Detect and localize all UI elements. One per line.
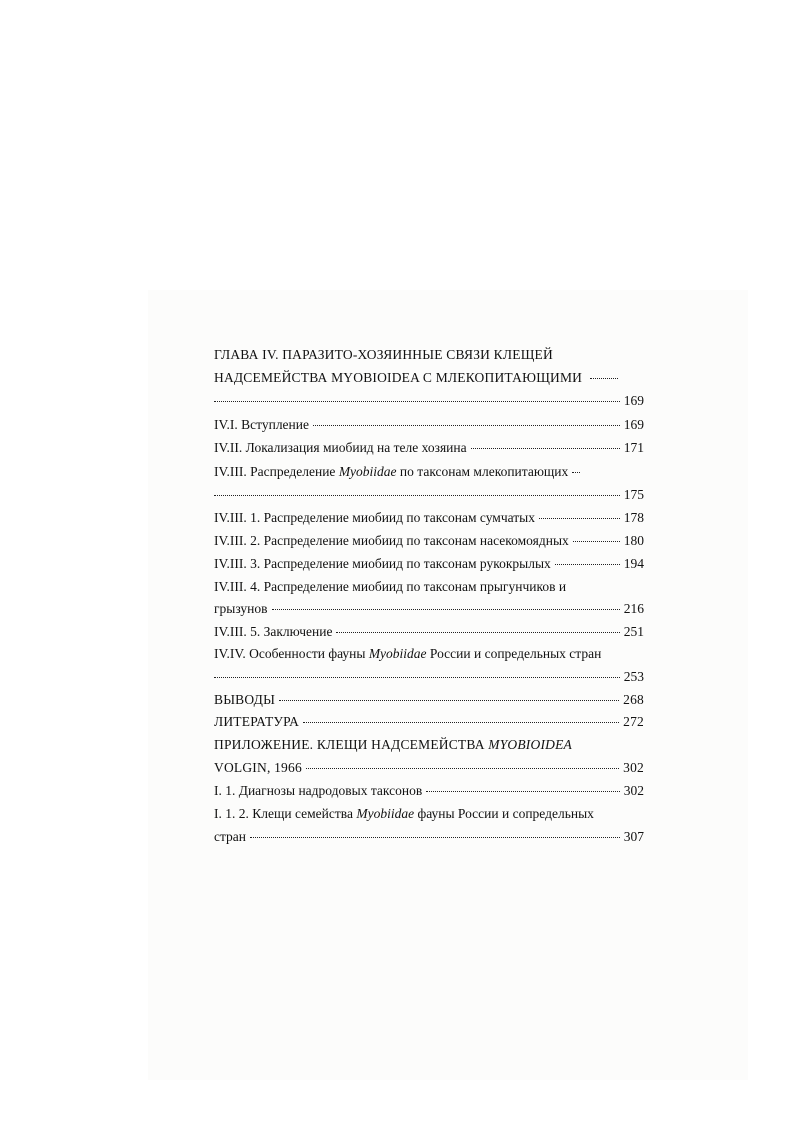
toc-entry: IV.III. 4. Распределение миобиид по таксонам прыгунчиков и <box>214 579 567 594</box>
leader-dots <box>279 700 619 701</box>
leader-dots <box>250 837 620 838</box>
toc-chapter4-page-line: 169 <box>214 392 644 410</box>
leader-dots <box>539 518 620 519</box>
leader-dots <box>272 609 620 610</box>
toc-entry-continued: VOLGIN, 1966 302 <box>214 760 644 775</box>
leader-dots <box>214 677 620 678</box>
leader-dots <box>303 722 619 723</box>
leader-dots <box>555 564 620 565</box>
leader-dots <box>426 791 620 792</box>
toc-entry: ВЫВОДЫ 268 <box>214 692 644 707</box>
toc-entry: IV.III. 5. Заключение 251 <box>214 624 644 639</box>
toc-entry: I. 1. 2. Клещи семейства Myobiidae фауны России и сопредельных <box>214 806 594 821</box>
toc-entry: IV.III. 1. Распределение миобиид по таксонам сумчатых 178 <box>214 510 644 525</box>
toc-entry: IV.I. Вступление 169 <box>214 417 644 432</box>
toc-entry: I. 1. Диагнозы надродовых таксонов 302 <box>214 783 644 798</box>
toc-entry: IV.III. 3. Распределение миобиид по таксонам рукокрылых 194 <box>214 556 644 571</box>
leader-dots <box>214 401 620 402</box>
leader-dots <box>336 632 619 633</box>
leader-dots <box>471 448 620 449</box>
leader-dots <box>306 768 619 769</box>
toc-chapter4-title-line1: ГЛАВА IV. ПАРАЗИТО-ХОЗЯИННЫЕ СВЯЗИ КЛЕЩЕЙ <box>214 347 553 362</box>
toc-entry: IV.III. 2. Распределение миобиид по таксонам насекомоядных 180 <box>214 533 644 548</box>
leader-dots <box>572 472 580 473</box>
leader-dots <box>590 378 618 379</box>
toc-entry-continued: стран 307 <box>214 829 644 844</box>
toc-entry-page-line: 253 <box>214 668 644 686</box>
toc-entry: IV.IV. Особенности фауны Myobiidae России и сопредельных стран <box>214 646 602 661</box>
toc-entry: IV.II. Локализация миобиид на теле хозяина 171 <box>214 440 644 455</box>
toc-chapter4-title-line2: НАДСЕМЕЙСТВА MYOBIOIDEA С МЛЕКОПИТАЮЩИМИ <box>214 369 644 387</box>
toc-entry: ПРИЛОЖЕНИЕ. КЛЕЩИ НАДСЕМЕЙСТВА MYOBIOIDEA <box>214 737 572 752</box>
leader-dots <box>573 541 620 542</box>
leader-dots <box>214 495 620 496</box>
toc-entry: ЛИТЕРАТУРА 272 <box>214 714 644 729</box>
toc-entry-continued: грызунов 216 <box>214 601 644 616</box>
toc-entry: IV.III. Распределение Myobiidae по таксонам млекопитающих <box>214 463 644 481</box>
toc-entry-page-line: 175 <box>214 486 644 504</box>
leader-dots <box>313 425 620 426</box>
